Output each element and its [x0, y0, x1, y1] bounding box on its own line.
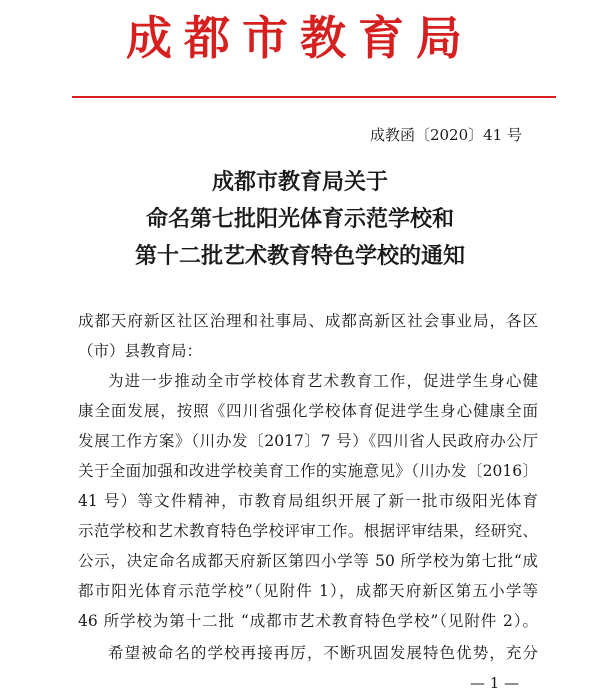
- red-divider: [72, 96, 556, 98]
- addressee-line: 成都天府新区社区治理和社事局、成都高新区社会事业局，各区: [78, 312, 538, 330]
- paragraph-line: 公示，决定命名成都天府新区第四小学等 50 所学校为第七批“成: [78, 552, 538, 570]
- paragraph-line: 都市阳光体育示范学校”（见附件 1），成都天府新区第五小学等: [78, 582, 538, 600]
- paragraph-line: 46 所学校为第十二批 “成都市艺术教育特色学校”（见附件 2）。: [78, 612, 538, 630]
- paragraph-line: 关于全面加强和改进学校美育工作的实施意见》（川办发〔2016〕: [78, 462, 538, 480]
- paragraph-line: 希望被命名的学校再接再厉，不断巩固发展特色优势，充分: [108, 644, 538, 662]
- title-line: 命名第七批阳光体育示范学校和: [145, 207, 454, 232]
- agency-header: 成都市教育局: [126, 11, 474, 65]
- paragraph-line: 示范学校和艺术教育特色学校评审工作。根据评审结果，经研究、: [78, 522, 538, 540]
- page-number: — 1 —: [470, 674, 520, 692]
- title-line: 第十二批艺术教育特色学校的通知: [134, 244, 465, 269]
- paragraph-line: 发展工作方案》（川办发〔2017〕7 号）《四川省人民政府办公厅: [78, 432, 538, 450]
- title-line: 成都市教育局关于: [211, 170, 388, 195]
- paragraph-line: 康全面发展，按照《四川省强化学校体育促进学生身心健康全面: [78, 402, 538, 420]
- paragraph-line: 为进一步推动全市学校体育艺术教育工作，促进学生身心健: [108, 372, 538, 390]
- paragraph-line: 41 号）等文件精神，市教育局组织开展了新一批市级阳光体育: [78, 492, 538, 510]
- addressee-line: （市）县教育局：: [78, 342, 203, 360]
- document-number: 成教函〔2020〕41 号: [369, 126, 522, 144]
